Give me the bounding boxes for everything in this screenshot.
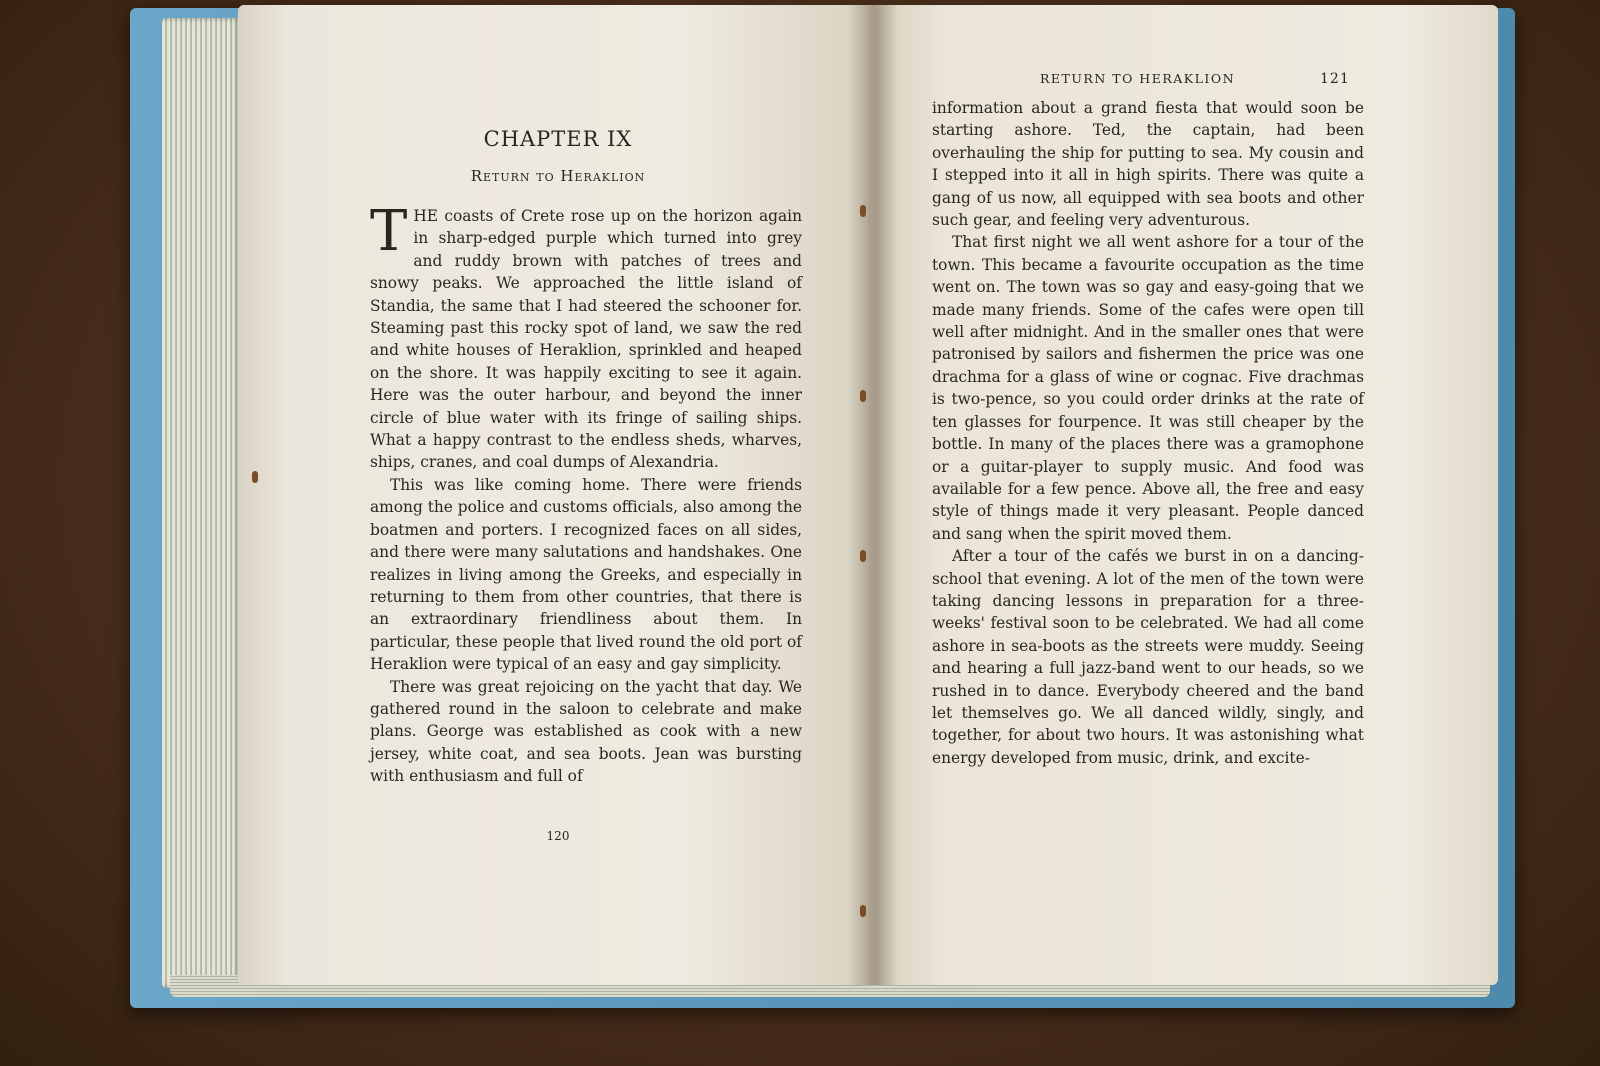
left-page-text (370, 199, 802, 788)
page-edges-left (162, 18, 242, 988)
binding-thread (860, 205, 866, 217)
paragraph: This was like coming home. There were friends among the police and customs officials, also among the boatmen and porters. I recognized faces on all sides, and there were many salutations and handshakes. One realizes in living among the Greeks, and especially in returning to them from other countries, that there is an extraordinary friendliness about them. In particular, these people that lived round the old port of Heraklion were typical of an easy and gay simplicity. (370, 475, 802, 674)
paper-blemish (252, 471, 258, 483)
binding-thread (860, 390, 866, 402)
paragraph: information about a grand fiesta that would soon be starting ashore. Ted, the captain, had been overhauling the ship for putting to sea. My cousin and I stepped into it all in high spirits. There was quite a gang of us now, all equipped with sea boots and other such gear, and feeling very adventurous. (932, 99, 1364, 230)
page-number-right: 121 (1320, 71, 1350, 87)
paragraph: That first night we all went ashore for a tour of the town. This became a favourite occupation as the time went on. The town was so gay and easy-going that we made many friends. Some of the cafes were open till well after midnight. And in the smaller ones that were patronised by sailors and fishermen the price was one drachma for a glass of wine or cognac. Five drachmas is two-pence, so you could order drinks at the rate of ten glasses for fourpence. It was still cheaper by the bottle. In many of the places there was a gramophone or a guitar-player to supply music. And food was available for a few pence. Above all, the free and easy style of things made it very pleasant. People danced and sang when the spirit moved them. (932, 233, 1364, 543)
chapter-title: CHAPTER IX (483, 127, 633, 151)
paragraph-text: HE coasts of Crete rose up on the horizon again in sharp-edged purple which turned into grey and ruddy brown with patches of trees and snowy peaks. We approached the little island of Standia, the same that I had steered the schooner for. Steaming past this rocky spot of land, we saw the red and white houses of Heraklion, sprinkled and heaped on the shore. It was happily exciting to see it again. Here was the outer harbour, and beyond the inner circle of blue water with its fringe of sailing ships. What a happy contrast to the endless sheds, wharves, ships, cranes, and coal dumps of Alexandria. (370, 207, 802, 472)
paragraph: After a tour of the cafés we burst in on a dancing-school that evening. A lot of the men of the town were taking dancing lessons in preparation for a three-weeks' festival soon to be celebrated. We had all come ashore in sea-boots as the streets were muddy. Seeing and hearing a full jazz-band went to our heads, so we rushed in to dance. Everybody cheered and the band let themselves go. We all danced wildly, singly, and together, for about two hours. It was astonishing what energy developed from music, drink, and excite- (932, 547, 1364, 767)
right-page (868, 5, 1498, 985)
left-page (238, 5, 878, 985)
paragraph: There was great rejoicing on the yacht that day. We gathered round in the saloon to celebrate and make plans. George was established as cook with a new jersey, white coat, and sea boots. Jean was bursting with enthusiasm and full of (370, 677, 802, 786)
page-number-left: 120 (546, 829, 570, 843)
right-page-text (932, 97, 1364, 769)
binding-thread (860, 905, 866, 917)
drop-cap: T (370, 199, 408, 264)
binding-thread (860, 550, 866, 562)
paragraph (370, 199, 802, 474)
book-gutter (848, 5, 898, 985)
running-head: RETURN TO HERAKLION (1040, 71, 1236, 86)
chapter-subtitle: Return to Heraklion (470, 167, 646, 185)
